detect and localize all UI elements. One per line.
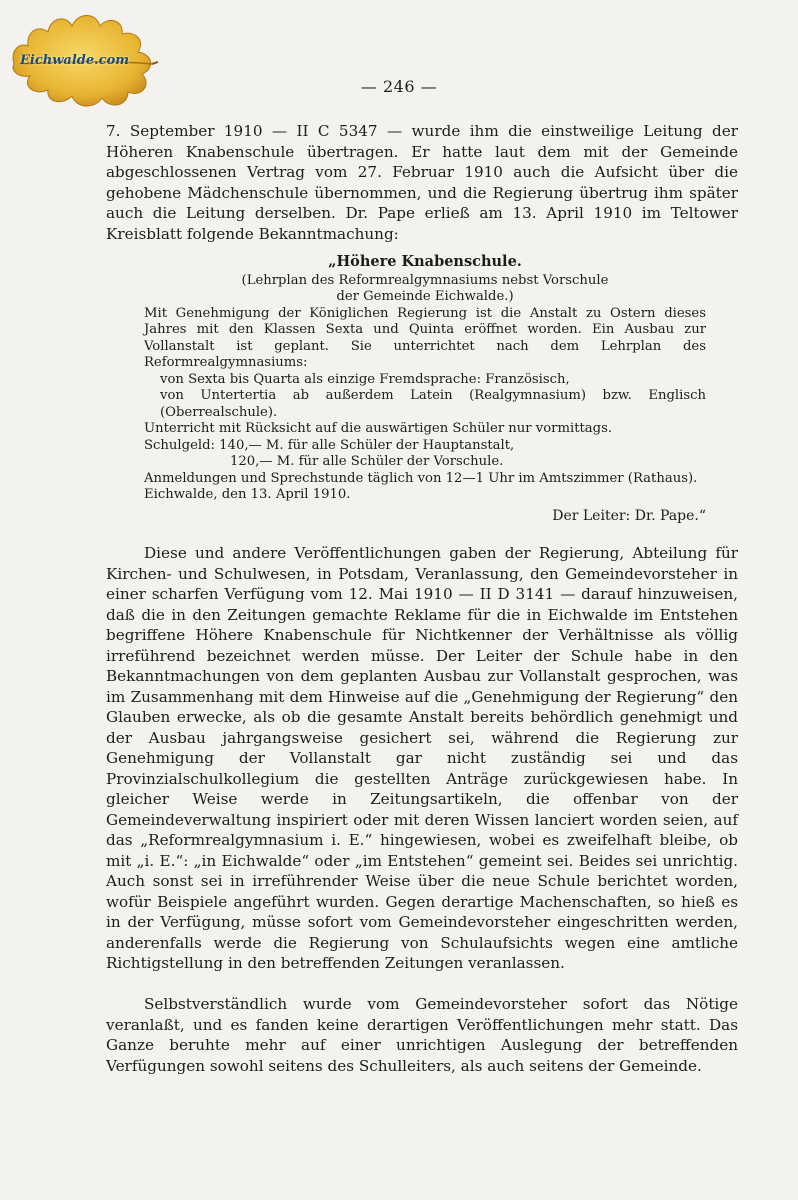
announcement-subtitle-2: der Gemeinde Eichwalde.) (336, 289, 514, 304)
announcement-signoff: Der Leiter: Dr. Pape.“ (552, 507, 706, 524)
announcement-subtitle-1: (Lehrplan des Reformrealgymnasiums nebst Vorschule (241, 272, 609, 288)
announcement-title: „Höhere Knabenschule. (328, 253, 522, 270)
announcement-paragraph-3: Anmeldungen und Sprechstunde täglich von 12—1 Uhr im Amtszimmer (Rathaus). (144, 470, 698, 486)
paragraph-3: Selbstverständlich wurde vom Gemeindevorsteher sofort das Nötige veranlaßt, und es fanden keine derartigen Veröffentlichungen mehr statt. Das Ganze beruhte mehr auf einer unrichtigen Auslegung der betreffenden Verfügungen sowohl seitens des Schulleiters, als auch seitens der Gemeinde. (106, 995, 738, 1075)
school-fee-line-2: 120,— M. für alle Schüler der Vorschule. (230, 454, 504, 469)
curriculum-item-2: von Untertertia ab außerdem Latein (Realgymnasium) bzw. Englisch (Oberrealschule). (160, 388, 706, 420)
announcement-paragraph-1: Mit Genehmigung der Königlichen Regierung ist die Anstalt zu Ostern dieses Jahres mit den Klassen Sexta und Quinta eröffnet worden. Ein Ausbau zur Vollanstalt ist geplant. Sie unterrichtet nach dem Lehrplan des Reformrealgymnasiums: (144, 305, 706, 370)
logo-text: Eichwalde.com (20, 53, 129, 68)
announcement-paragraph-2: Unterricht mit Rücksicht auf die auswärtigen Schüler nur vormittags. (144, 421, 613, 436)
page-number: — 246 — (360, 77, 438, 96)
paragraph-1: 7. September 1910 — II C 5347 — wurde ihm die einstweilige Leitung der Höheren Knabenschule übertragen. Er hatte laut dem mit der Gemeinde abgeschlossenen Vertrag vom 27. Februar 1910 auch die Aufsicht über die gehobene Mädchenschule übernommen, und die Regierung übertrug ihm später auch die Leitung derselben. Dr. Pape erließ am 13. April 1910 im Teltower Kreisblatt folgende Bekanntmachung: (106, 122, 738, 243)
announcement-place-date: Eichwalde, den 13. April 1910. (144, 487, 351, 502)
site-logo (6, 6, 158, 112)
curriculum-item-1: von Sexta bis Quarta als einzige Fremdsprache: Französisch, (160, 371, 570, 387)
school-fee-line-1: Schulgeld: 140,— M. für alle Schüler der Hauptanstalt, (144, 437, 515, 453)
paragraph-2: Diese und andere Veröffentlichungen gaben der Regierung, Abteilung für Kirchen- und Schulwesen, in Potsdam, Veranlassung, den Gemeindevorsteher in einer scharfen Verfügung vom 12. Mai 1910 — II D 3141 — darauf hinzuweisen, daß die in den Zeitungen gemachte Reklame für die in Eichwalde im Entstehen begriffene Höhere Knabenschule für Nichtkenner der Verhältnisse als völlig irreführend bezeichnet werden müsse. Der Leiter der Schule habe in den Bekanntmachungen von dem geplanten Ausbau zur Vollanstalt gesprochen, was im Zusammenhang mit dem Hinweise auf die „Genehmigung der Regierung“ den Glauben erwecke, als ob die gesamte Anstalt bereits behördlich genehmigt und der Ausbau jahrgangsweise gesichert sei, während die Regierung zur Genehmigung der Vollanstalt gar nicht zuständig sei und das Provinzialschulkollegium die gestellten Anträge zurückgewiesen habe. In gleicher Weise werde in Zeitungsartikeln, die offenbar von der Gemeindeverwaltung inspiriert oder mit deren Wissen lanciert worden seien, auf das „Reformrealgymnasium i. E.“ hingewiesen, wobei es zweifelhaft bleibe, ob mit „i. E.“: „in Eichwalde“ oder „im Entstehen“ gemeint sei. Beides sei unrichtig. Auch sonst sei in irreführender Weise über die neue Schule berichtet worden, wofür Beispiele angeführt wurden. Gegen derartige Machenschaften, so hieß es in der Verfügung, müsse sofort vom Gemeindevorsteher eingeschritten werden, anderenfalls werde die Regierung von Schulaufsichts wegen eine amtliche Richtigstellung in den betreffenden Zeitungen veranlassen. (106, 544, 738, 972)
announcement-block (144, 254, 706, 524)
